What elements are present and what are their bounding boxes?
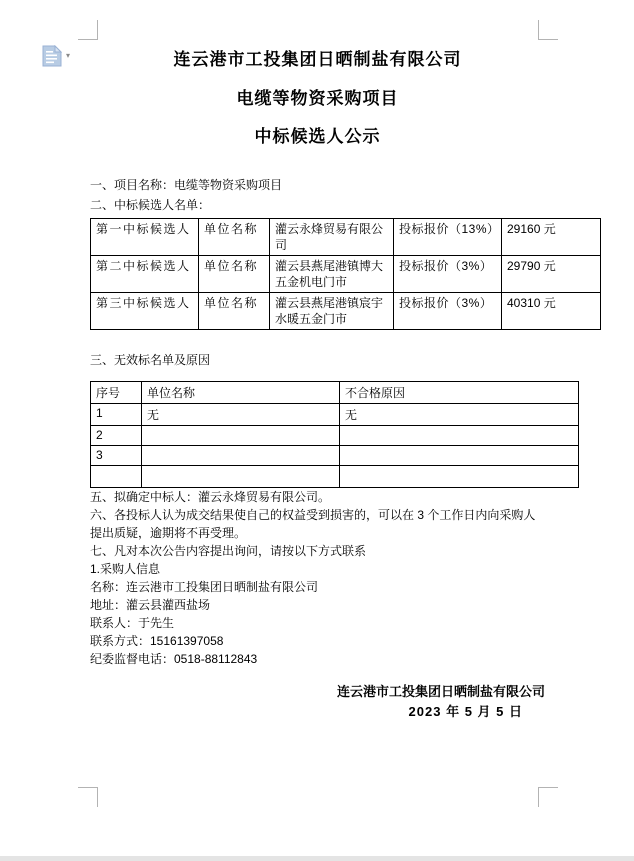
section-5-proposed-winner: 五、拟确定中标人：灌云永烽贸易有限公司。 [90, 490, 331, 504]
row-reason [340, 466, 579, 488]
document-body [90, 0, 556, 722]
table-row [91, 219, 601, 256]
unit-label: 单位名称 [199, 293, 270, 330]
bid-label: 投标报价（3%） [394, 293, 502, 330]
paste-options-button[interactable] [42, 45, 70, 67]
section-3-invalid-bids-heading: 三、无效标名单及原因 [90, 353, 211, 367]
table-row [91, 446, 579, 466]
contact-person: 联系人：于先生 [90, 616, 175, 630]
table-header-row [91, 382, 579, 404]
row-name: 无 [142, 404, 340, 426]
table-row [91, 293, 601, 330]
column-header-reason: 不合格原因 [340, 382, 579, 404]
buyer-info-label: 1.采购人信息 [90, 562, 161, 576]
buyer-address: 地址：灌云县灌西盐场 [90, 598, 211, 612]
table-row [91, 466, 579, 488]
company-name: 灌云永烽贸易有限公司 [270, 219, 394, 256]
contact-phone: 联系方式：15161397058 [90, 634, 224, 648]
doc-title-line1: 连云港市工投集团日晒制盐有限公司 [173, 50, 462, 69]
section-7-inquiry-notice: 七、凡对本次公告内容提出询问，请按以下方式联系 [90, 544, 367, 558]
company-name: 灌云县燕尾港镇博大五金机电门市 [270, 256, 394, 293]
notes-and-contact [90, 488, 545, 668]
buyer-name: 名称：连云港市工投集团日晒制盐有限公司 [90, 580, 319, 594]
doc-title-line3: 中标候选人公示 [254, 127, 381, 146]
table-row [91, 426, 579, 446]
section-6-objection-notice: 六、各投标人认为成交结果使自己的权益受到损害的，可以在 3 个工作日内向采购人提出质疑，逾期将不再受理。 [90, 508, 536, 540]
discipline-phone: 纪委监督电话：0518-88112843 [90, 652, 258, 666]
page-bottom-edge [0, 856, 634, 861]
row-no: 3 [91, 446, 142, 466]
row-reason [340, 446, 579, 466]
doc-title-line2: 电缆等物资采购项目 [236, 89, 399, 108]
row-no: 1 [91, 404, 142, 426]
company-name: 灌云县燕尾港镇宸宇水暖五金门市 [270, 293, 394, 330]
bid-label: 投标报价（13%） [394, 219, 502, 256]
candidate-rank: 第三中标候选人 [91, 293, 199, 330]
row-name [142, 466, 340, 488]
text-boundary-mark-bottom-right [538, 787, 558, 807]
section-1-project-name: 一、项目名称：电缆等物资采购项目 [90, 178, 283, 192]
chevron-down-icon: ▾ [66, 51, 71, 60]
row-reason [340, 426, 579, 446]
bid-price: 29160 元 [502, 219, 601, 256]
column-header-name: 单位名称 [142, 382, 340, 404]
table-row [91, 404, 579, 426]
signature-company: 连云港市工投集团日晒制盐有限公司 [336, 684, 545, 699]
row-reason: 无 [340, 404, 579, 426]
bid-price: 40310 元 [502, 293, 601, 330]
invalid-bids-table [90, 381, 579, 488]
candidate-rank: 第二中标候选人 [91, 256, 199, 293]
unit-label: 单位名称 [199, 219, 270, 256]
unit-label: 单位名称 [199, 256, 270, 293]
bid-label: 投标报价（3%） [394, 256, 502, 293]
signature-date: 2023 年 5 月 5 日 [408, 704, 523, 719]
section-2-candidates-heading: 二、中标候选人名单： [90, 198, 211, 212]
table-row [91, 256, 601, 293]
row-name [142, 446, 340, 466]
column-header-no: 序号 [91, 382, 142, 404]
signature-block [90, 682, 545, 722]
row-no [91, 466, 142, 488]
row-no: 2 [91, 426, 142, 446]
paste-icon [42, 45, 62, 67]
candidate-rank: 第一中标候选人 [91, 219, 199, 256]
bid-price: 29790 元 [502, 256, 601, 293]
row-name [142, 426, 340, 446]
text-boundary-mark-bottom-left [78, 787, 98, 807]
candidates-table [90, 218, 601, 330]
